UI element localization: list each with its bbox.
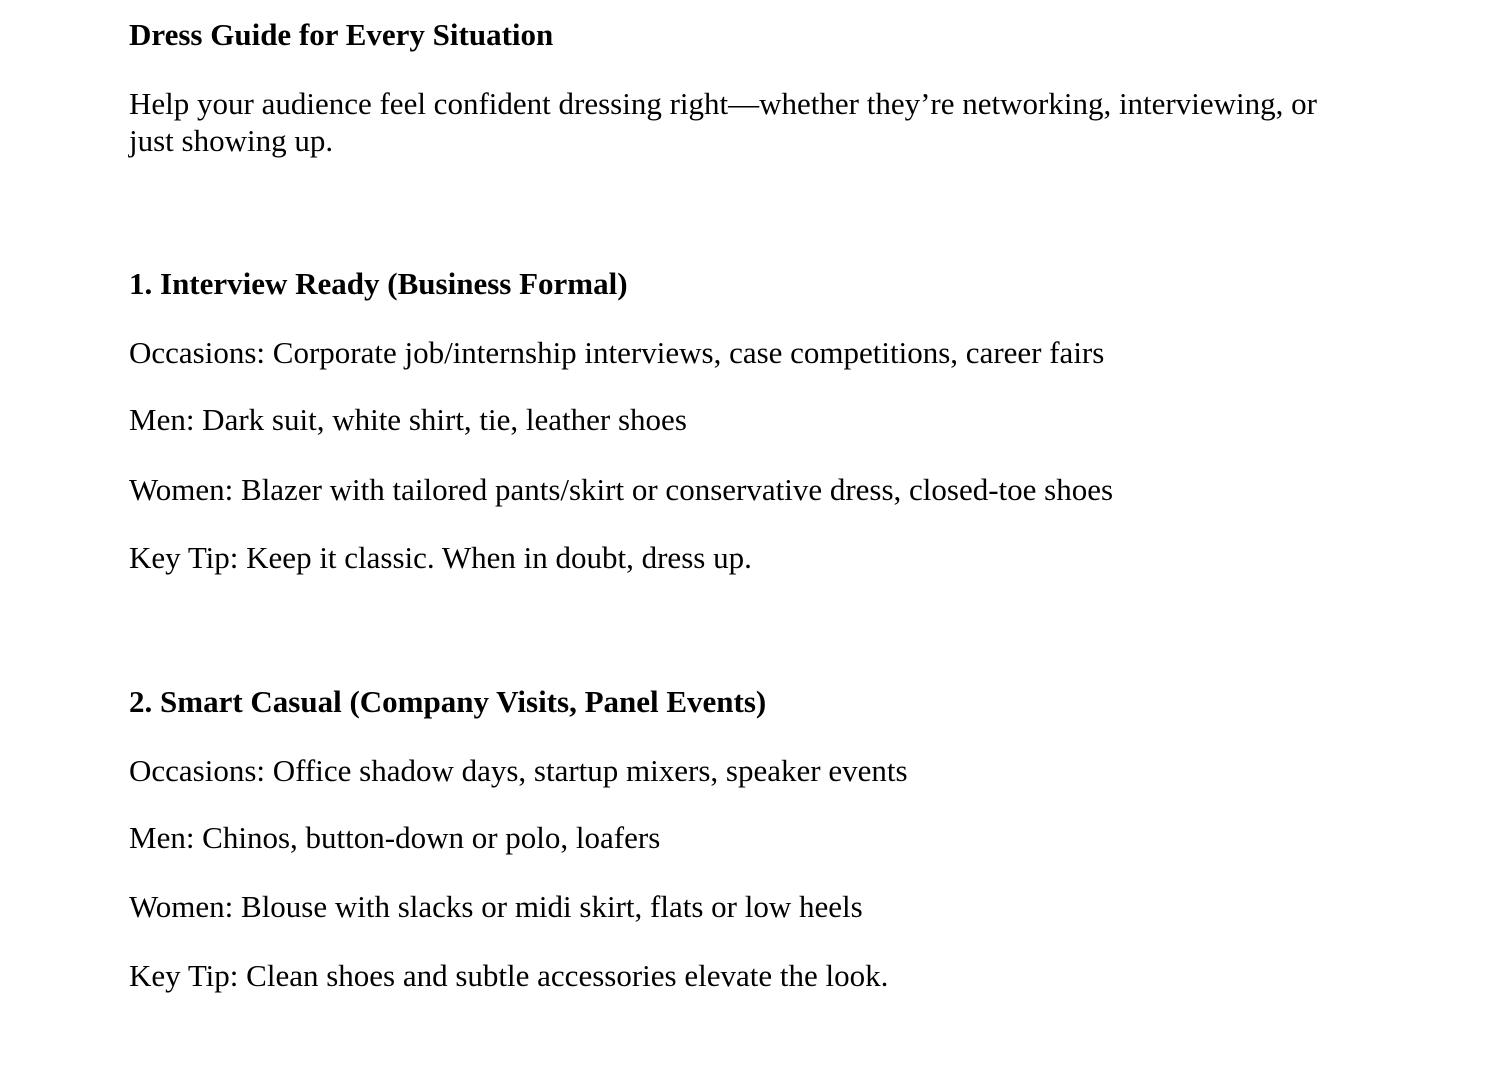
section-heading: 2. Smart Casual (Company Visits, Panel Events)	[129, 684, 767, 719]
section-occasions: Occasions: Corporate job/internship interviews, case competitions, career fairs	[129, 335, 1105, 370]
section-women: Women: Blazer with tailored pants/skirt or conservative dress, closed-toe shoes	[129, 472, 1114, 507]
section-key-tip: Key Tip: Keep it classic. When in doubt, dress up.	[129, 540, 752, 575]
document-title: Dress Guide for Every Situation	[129, 17, 554, 52]
section-heading: 1. Interview Ready (Business Formal)	[129, 266, 628, 301]
intro-paragraph: Help your audience feel confident dressing right—whether they’re networking, interviewing, or just showing up.	[129, 86, 1317, 158]
section-women: Women: Blouse with slacks or midi skirt, flats or low heels	[129, 889, 863, 924]
section-key-tip: Key Tip: Clean shoes and subtle accessories elevate the look.	[129, 958, 889, 993]
section-men: Men: Chinos, button-down or polo, loafers	[129, 820, 661, 855]
section-occasions: Occasions: Office shadow days, startup mixers, speaker events	[129, 753, 908, 788]
section-men: Men: Dark suit, white shirt, tie, leather shoes	[129, 402, 687, 437]
